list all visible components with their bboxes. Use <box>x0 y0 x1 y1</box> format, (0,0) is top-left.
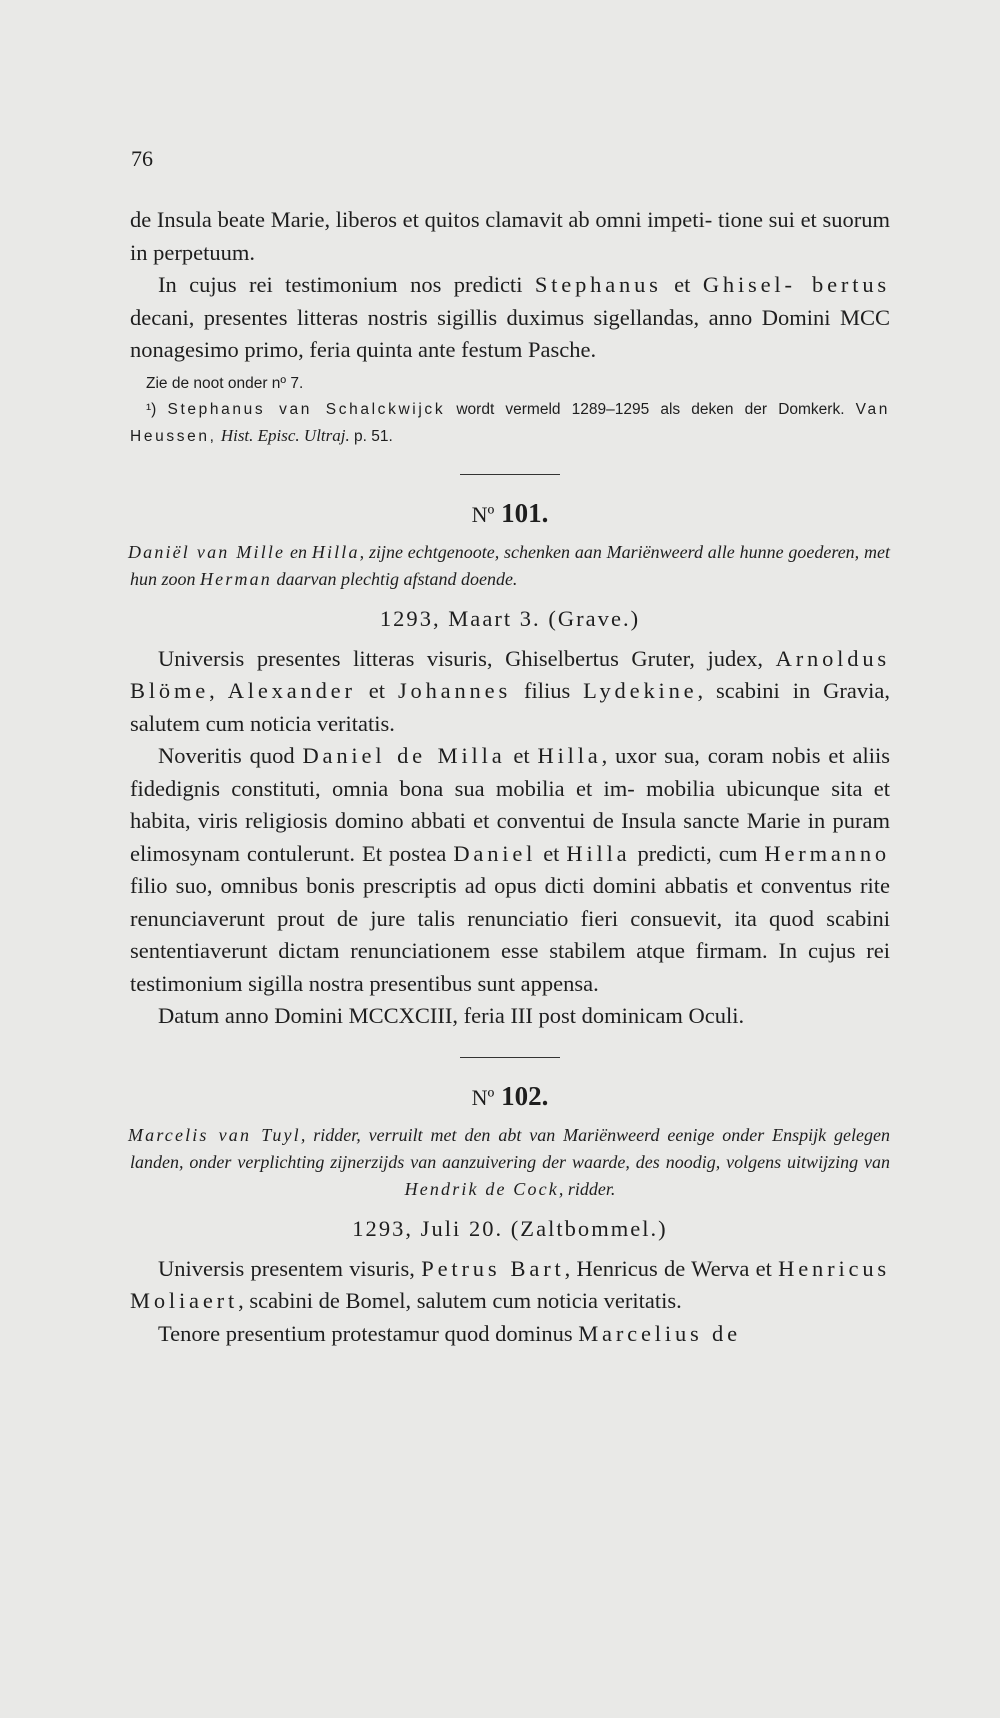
section-divider <box>460 1057 560 1058</box>
charter-dateline-101: 1293, Maart 3. (Grave.) <box>379 605 641 631</box>
text-run: et <box>505 743 538 768</box>
text-run: predicti, cum <box>630 840 765 866</box>
spaced-name: Stephanus van Schalckwijck <box>167 400 446 418</box>
spaced-name: Petrus Bart <box>421 1255 565 1281</box>
work-title: Hist. Episc. Ultraj. <box>216 425 350 445</box>
spaced-name: Ghisel- bertus <box>702 272 890 297</box>
text-run: decani, presentes litteras nostris sigillis duximus sigellandas, anno Domini MCC nonagesimo primo, feria quinta ante festum Pasche. <box>130 304 890 362</box>
charter-102-paragraph-2 <box>130 1318 890 1351</box>
number-label: Nº <box>471 1084 495 1110</box>
section-divider <box>460 474 560 475</box>
spaced-name: Hilla <box>537 743 602 768</box>
spaced-name: Marcelis van Tuyl <box>128 1124 301 1145</box>
spaced-name: Lydekine <box>583 678 698 703</box>
text-run: filius <box>511 678 584 703</box>
charter-101-paragraph-1 <box>130 643 890 741</box>
charter-summary-101 <box>130 539 890 593</box>
text-run: , uxor sua, coram nobis et aliis fidedignis constituti, omnia bona sua mobilia et im- mobilia ubicunque sita et habita, viris religiosis domino abbati et conventui de Insula sancte Marie in puram elimosynam contulerunt. Et postea <box>130 743 890 866</box>
text-run: , Henricus de Werva et <box>564 1255 779 1281</box>
charter-101-paragraph-3: Datum anno Domini MCCXCIII, feria III post dominicam Oculi. <box>158 1003 745 1028</box>
charter-dateline-102: 1293, Juli 20. (Zaltbommel.) <box>352 1215 668 1241</box>
text-run: , <box>209 678 228 703</box>
spaced-name: Johannes <box>397 678 512 703</box>
text-run: , zijne echtgenoote, schenken aan Mariënweerd alle hunne goederen, met hun zoon <box>130 541 890 589</box>
text-run: wordt vermeld 1289–1295 als deken der Domkerk. <box>445 400 856 418</box>
text-run: Universis presentes litteras visuris, Ghiselbertus Gruter, judex, <box>158 645 776 671</box>
spaced-name: Herman <box>200 568 272 589</box>
page-content <box>130 204 890 1350</box>
spaced-name: Hendrik de Cock <box>404 1178 559 1199</box>
spaced-name: Hilla <box>566 840 631 866</box>
text-run: et <box>536 840 567 866</box>
footnote-marker: ¹) <box>146 400 157 418</box>
charter-summary-102 <box>130 1122 890 1203</box>
text-run: et <box>661 272 703 297</box>
spaced-name: Daniël van Mille <box>128 541 286 562</box>
charter-number-102 <box>130 1080 890 1114</box>
text-run: , scabini de Bomel, salutem cum noticia veritatis. <box>238 1288 682 1313</box>
reference-note: Zie de noot onder nº 7. <box>146 374 304 392</box>
continuation-paragraph-1: de Insula beate Marie, liberos et quitos clamavit ab omni impeti- tione sui et suorum in perpetuum. <box>130 207 890 265</box>
text-run: , scabini in Gravia, salutem cum noticia veritatis. <box>130 678 890 736</box>
spaced-name: Hermanno <box>764 840 890 866</box>
text-run: In cujus rei testimonium nos predicti <box>158 272 535 297</box>
text-run: , ridder. <box>558 1178 616 1199</box>
spaced-name: Van Heussen, <box>130 400 891 445</box>
text-run: Tenore presentium protestamur quod dominus <box>158 1320 579 1346</box>
text-run: en <box>285 541 312 562</box>
text-run: et <box>355 678 398 703</box>
spaced-name: Henricus Moliaert <box>130 1255 890 1313</box>
text-run: daarvan plechtig afstand doende. <box>271 568 518 589</box>
number-value: 101. <box>501 497 549 528</box>
spaced-name: Arnoldus Blöme <box>130 645 890 703</box>
charter-101-paragraph-2 <box>130 740 890 1000</box>
continuation-paragraph-2 <box>130 269 890 367</box>
text-run: Universis presentem visuris, <box>158 1255 422 1281</box>
page-number: 76 <box>131 146 153 171</box>
number-label: Nº <box>471 501 495 527</box>
text-run: filio suo, omnibus bonis prescriptis ad opus dicti domini abbatis et conventus rite renunciaverunt prout de jure talis renunciatio fieri consuevit, ita quod scabini sententiaverunt dictam renunciationem esse stabilem atque firmam. In cujus rei testimonium sigilla nostra presentibus sunt appensa. <box>130 873 890 996</box>
charter-number-101 <box>130 497 890 531</box>
spaced-name: Stephanus <box>534 272 662 297</box>
spaced-name: Daniel de Milla <box>302 743 506 768</box>
number-value: 102. <box>501 1080 549 1111</box>
spaced-name: Daniel <box>453 840 537 866</box>
text-run: p. 51. <box>349 427 393 445</box>
spaced-name: Alexander <box>227 678 356 703</box>
spaced-name: Hilla <box>311 541 360 562</box>
charter-102-paragraph-1 <box>130 1253 890 1318</box>
text-run: , ridder, verruilt met den abt van Mariënweerd eenige onder Enspijk gelegen landen, onder verplichting zijnerzijds van aanzuivering der waarde, des noodig, volgens uitwijzing van <box>130 1124 890 1172</box>
text-run: Noveritis quod <box>158 743 303 768</box>
footnote <box>130 397 890 450</box>
spaced-name: Marcelius de <box>578 1320 741 1346</box>
